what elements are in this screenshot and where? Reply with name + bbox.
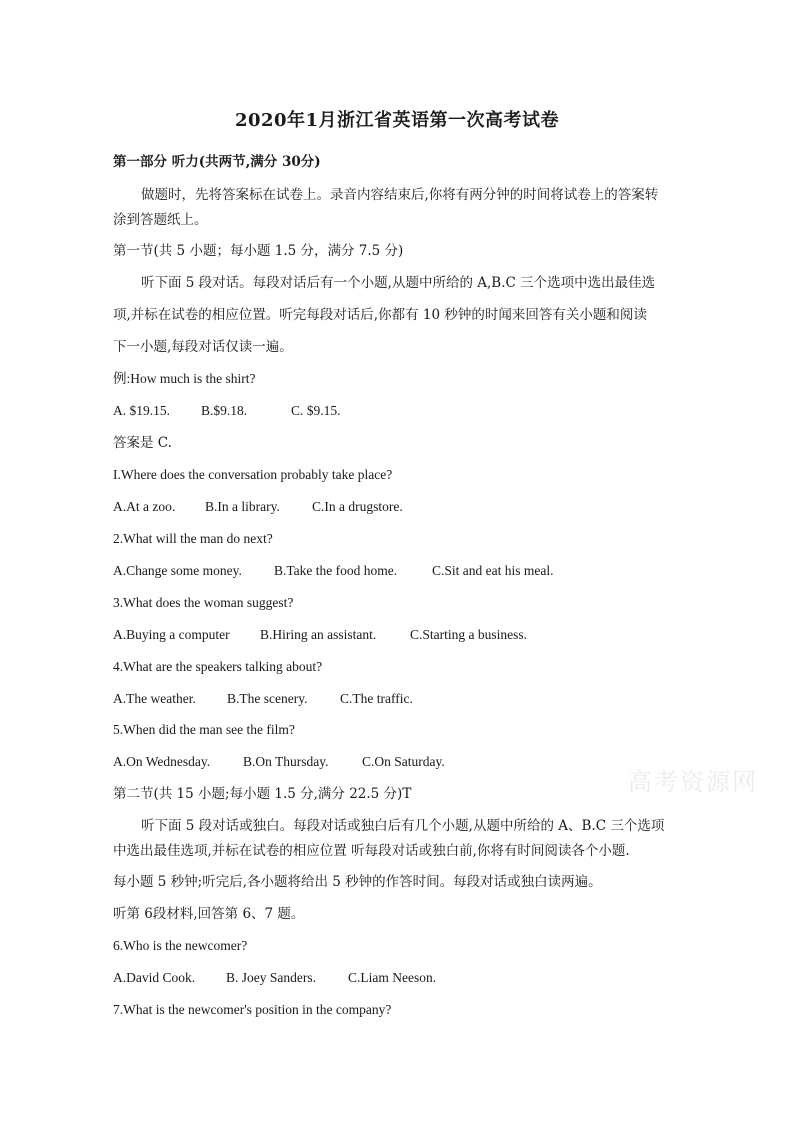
page-title: 2020年1月浙江省英语第一次高考试卷	[234, 110, 560, 131]
option-c: C.Sit and eat his meal.	[432, 563, 554, 578]
example-question: 例:How much is the shirt?	[113, 371, 256, 386]
section2-heading: 第二节(共 15 小题;每小题 1.5 分,满分 22.5 分)T	[113, 786, 412, 802]
part1-heading: 第一部分 听力(共两节,满分 30分)	[113, 154, 321, 170]
option-b: B.Hiring an assistant.	[260, 627, 377, 642]
question-4: 4.What are the speakers talking about?	[113, 659, 323, 674]
option-a: A.David Cook.	[113, 970, 196, 985]
section1-heading: 第一节(共 5 小题；每小题 1.5 分，满分 7.5 分)	[113, 243, 404, 259]
part1-intro-line-2: 涂到答题纸上。	[113, 212, 208, 228]
option-b: B.Take the food home.	[274, 563, 398, 578]
option-a: A.Change some money.	[113, 563, 242, 578]
option-b: B.On Thursday.	[243, 754, 329, 769]
watermark: 高考资源网	[628, 768, 758, 796]
question-5-options	[113, 752, 445, 772]
question-4-options	[113, 689, 413, 709]
example-options	[113, 401, 341, 421]
section2-intro-line-1: 听下面 5 段对话或独白。每段对话或独白后有几个小题,从题中所给的 A、B.C 三个选项	[141, 818, 665, 834]
part1-intro-line-1: 做题时，先将答案标在试卷上。录音内容结束后,你将有两分钟的时间将试卷上的答案转	[141, 187, 659, 203]
option-a: A.At a zoo.	[113, 499, 176, 514]
question-7: 7.What is the newcomer's position in the company?	[113, 1002, 392, 1017]
question-5: 5.When did the man see the film?	[113, 722, 295, 737]
example-answer: 答案是 C.	[113, 435, 172, 451]
option-c: C.In a drugstore.	[312, 499, 403, 514]
option-b: B.The scenery.	[227, 691, 308, 706]
material-6-instruction: 听第 6段材料,回答第 6、7 题。	[113, 906, 305, 922]
option-a: A.The weather.	[113, 691, 196, 706]
question-2: 2.What will the man do next?	[113, 531, 273, 546]
question-6: 6.Who is the newcomer?	[113, 938, 248, 953]
option-c: C.On Saturday.	[362, 754, 445, 769]
option-a: A.On Wednesday.	[113, 754, 211, 769]
option-c: C.The traffic.	[340, 691, 413, 706]
option-a: A.Buying a computer	[113, 627, 230, 642]
section1-intro-line-2: 项,并标在试卷的相应位置。听完每段对话后,你都有 10 秒钟的时闻来回答有关小题和阅读	[113, 307, 647, 323]
section2-intro-line-2: 中选出最佳选项,并标在试卷的相应位置 听每段对话或独白前,你将有时间阅读各个小题.	[113, 843, 630, 859]
section1-intro-line-3: 下一小题,每段对话仅读一遍。	[113, 339, 293, 355]
question-6-options	[113, 968, 436, 988]
example-option-c: C. $9.15.	[291, 403, 341, 418]
example-option-b: B.$9.18.	[201, 403, 248, 418]
question-1: I.Where does the conversation probably take place?	[113, 467, 393, 482]
section1-intro-line-1: 听下面 5 段对话。每段对话后有一个小题,从题中所给的 A,B.C 三个选项中选出最佳选	[141, 275, 656, 291]
example-option-a: A. $19.15.	[113, 403, 170, 418]
section2-intro-line-3: 每小题 5 秒钟;听完后,各小题将给出 5 秒钟的作答时间。每段对话或独白读两遍。	[113, 874, 602, 890]
option-c: C.Liam Neeson.	[348, 970, 437, 985]
question-2-options	[113, 561, 553, 581]
option-c: C.Starting a business.	[410, 627, 527, 642]
question-3: 3.What does the woman suggest?	[113, 595, 294, 610]
question-3-options	[113, 625, 527, 645]
option-b: B.In a library.	[205, 499, 280, 514]
option-b: B. Joey Sanders.	[226, 970, 316, 985]
question-1-options	[113, 497, 403, 517]
